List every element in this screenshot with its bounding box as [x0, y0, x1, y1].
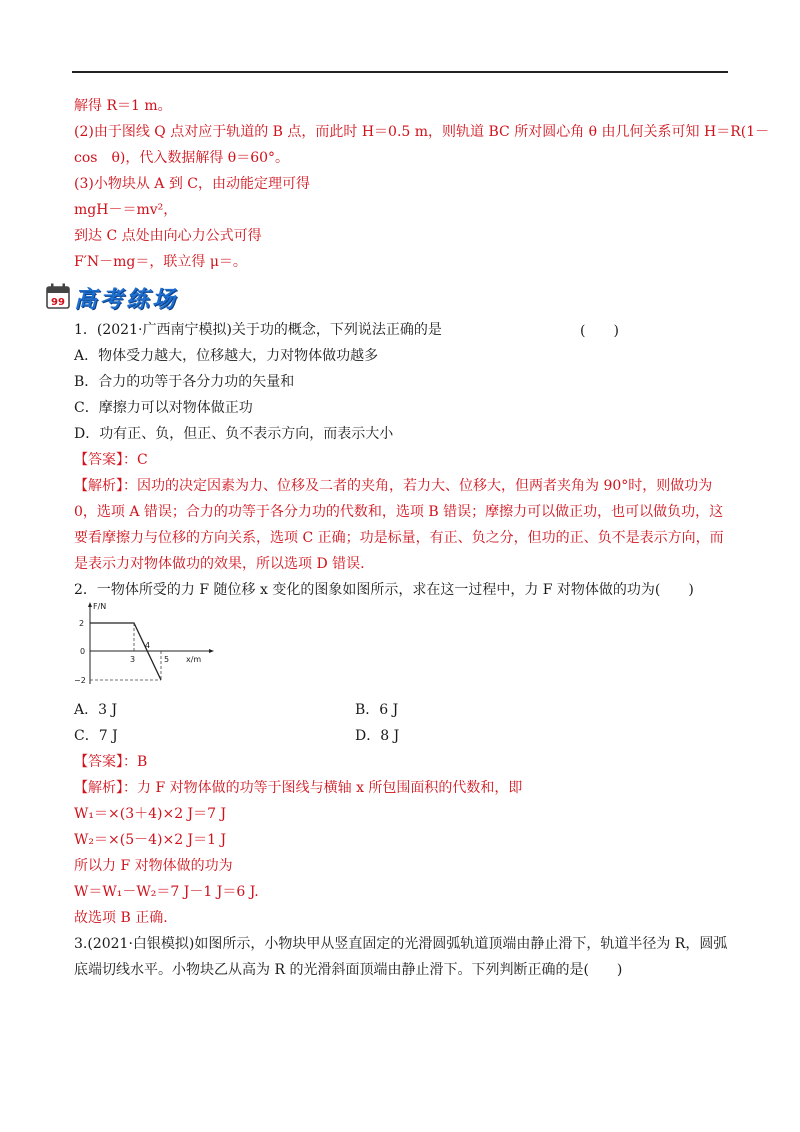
graph-y-label: F/N: [93, 602, 107, 611]
graph-tick-x-4: 4: [145, 641, 151, 650]
prev-solution-line-3: cos θ)，代入数据解得 θ＝60°。: [74, 150, 290, 166]
graph-tick-y-0: 0: [80, 647, 86, 656]
q2-stem: 2．一物体所受的力 F 随位移 x 变化的图象如图所示，求在这一过程中，力 F 对物体做的功为( ): [74, 582, 694, 598]
graph-tick-x-3: 3: [130, 655, 136, 664]
prev-solution-line-4: (3)小物块从 A 到 C，由动能定理可得: [74, 176, 311, 192]
q3-stem-line-2: 底端切线水平。小物块乙从高为 R 的光滑斜面顶端由静止滑下。下列判断正确的是( ): [74, 962, 623, 978]
header-rule: [72, 71, 728, 73]
q1-option-a: A．物体受力越大，位移越大，力对物体做功越多: [74, 348, 379, 364]
graph-tick-y-neg2: −2: [74, 676, 86, 685]
q1-analysis-line-4: 是表示力对物体做功的效果，所以选项 D 错误.: [74, 556, 365, 572]
q2-option-d: D．8 J: [355, 728, 400, 744]
q2-option-a: A．3 J: [74, 702, 118, 718]
graph-x-label: x/m: [186, 655, 202, 664]
prev-solution-line-6: 到达 C 点处由向心力公式可得: [74, 228, 262, 244]
graph-tick-y-2: 2: [79, 619, 85, 628]
section-banner: [46, 281, 186, 315]
prev-solution-line-1: 解得 R＝1 m。: [74, 98, 172, 114]
q2-analysis-line-2: W₁＝×(3＋4)×2 J＝7 J: [74, 806, 227, 822]
q1-analysis-line-2: 0，选项 A 错误；合力的功等于各分力功的代数和，选项 B 错误；摩擦力可以做正功，也可以做负功，这: [74, 504, 724, 520]
q1-option-b: B．合力的功等于各分力功的矢量和: [74, 374, 295, 390]
q2-option-b: B．6 J: [355, 702, 399, 718]
calendar-icon-number: 99: [51, 297, 65, 308]
q1-option-c: C．摩擦力可以对物体做正功: [74, 400, 253, 416]
q1-analysis-line-3: 要看摩擦力与位移的方向关系，选项 C 正确；功是标量，有正、负之分，但功的正、负不是表示方向，而: [74, 530, 724, 546]
q2-analysis-line-4: 所以力 F 对物体做的功为: [74, 858, 233, 874]
prev-solution-line-5: mgH－＝mv²，: [74, 202, 178, 218]
q1-answer-paren: ( ): [580, 323, 619, 339]
q2-analysis-line-6: 故选项 B 正确.: [74, 910, 168, 926]
q2-analysis-line-1: 【解析】：力 F 对物体做的功等于图线与横轴 x 所包围面积的代数和，即: [74, 780, 523, 796]
graph-y-arrow: [88, 602, 92, 607]
prev-solution-line-7: F′N－mg＝，联立得 μ＝。: [74, 254, 247, 270]
section-title: 高考练场: [74, 287, 178, 313]
q2-option-c: C．7 J: [74, 728, 118, 744]
prev-solution-line-2: (2)由于图线 Q 点对应于轨道的 B 点，而此时 H＝0.5 m，则轨道 BC 所对圆心角 θ 由几何关系可知 H＝R(1－: [74, 124, 770, 140]
q2-analysis-line-5: W＝W₁－W₂＝7 J－1 J＝6 J.: [74, 884, 259, 900]
q1-stem: 1．(2021·广西南宁模拟)关于功的概念，下列说法正确的是: [74, 322, 442, 338]
q2-analysis-line-3: W₂＝×(5－4)×2 J＝1 J: [74, 832, 227, 848]
force-displacement-graph: [74, 600, 214, 690]
q1-option-d: D．功有正、负，但正、负不表示方向，而表示大小: [74, 426, 394, 442]
q2-answer: 【答案】：B: [74, 754, 148, 770]
graph-tick-x-5: 5: [164, 655, 170, 664]
q1-answer: 【答案】：C: [74, 452, 148, 468]
q1-analysis-line-1: 【解析】：因功的决定因素为力、位移及二者的夹角，若力大、位移大，但两者夹角为 90°时，则做功为: [74, 478, 713, 494]
q3-stem-line-1: 3.(2021·白银模拟)如图所示，小物块甲从竖直固定的光滑圆弧轨道顶端由静止滑下，轨道半径为 R，圆弧: [74, 936, 728, 952]
graph-x-arrow: [209, 649, 214, 653]
calendar-icon: [46, 283, 70, 309]
